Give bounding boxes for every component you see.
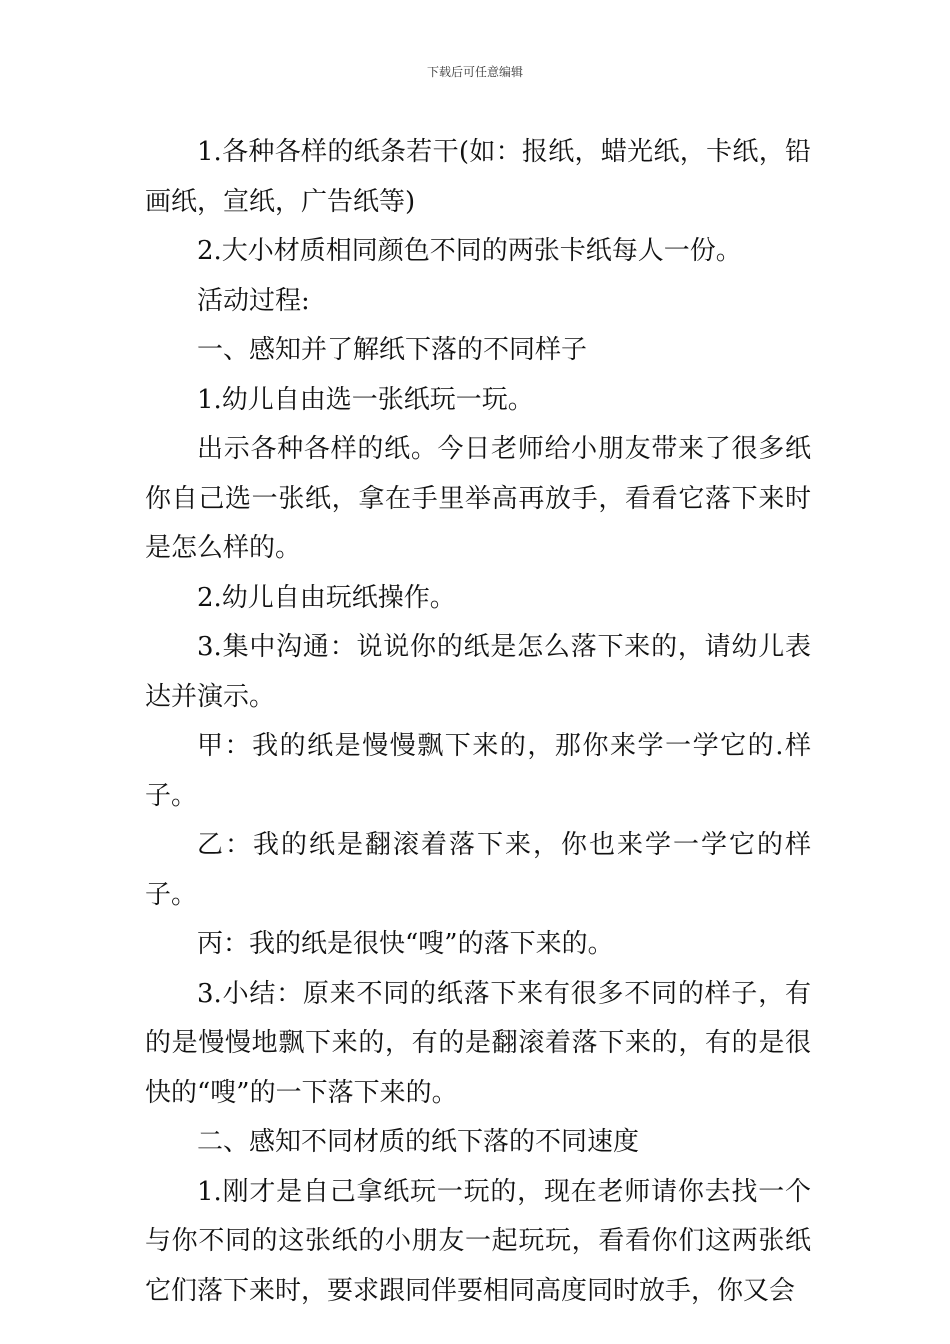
paragraph: 活动过程: <box>197 285 310 316</box>
page-header: 下载后可任意编辑 <box>426 65 523 79</box>
paragraph: 3.集中沟通：说说你的纸是怎么落下来的，请幼儿表达并演示。 <box>145 632 811 712</box>
paragraph: 1.各种各样的纸条若干(如：报纸，蜡光纸，卡纸，铅画纸，宣纸，广告纸等) <box>145 137 811 217</box>
paragraph: 1.刚才是自己拿纸玩一玩的，现在老师请你去找一个与你不同的这张纸的小朋友一起玩玩，看看你们这两张纸它们落下来时，要求跟同伴要相同高度同时放手，你又会 <box>145 1176 811 1306</box>
paragraph: 1.幼儿自由选一张纸玩一玩。 <box>197 384 534 415</box>
section-heading: 一、感知并了解纸下落的不同样子 <box>197 335 588 365</box>
paragraph: 乙：我的纸是翻滚着落下来，你也来学一学它的样子。 <box>145 830 811 910</box>
paragraph: 2.大小材质相同颜色不同的两张卡纸每人一份。 <box>197 236 742 266</box>
paragraph: 3.小结：原来不同的纸落下来有很多不同的样子，有的是慢慢地飘下来的，有的是翻滚着落下来的，有的是很快的“嗖”的一下落下来的。 <box>145 978 811 1108</box>
paragraph: 出示各种各样的纸。今日老师给小朋友带来了很多纸你自己选一张纸，拿在手里举高再放手，看看它落下来时是怎么样的。 <box>145 434 811 563</box>
paragraph: 2.幼儿自由玩纸操作。 <box>197 582 456 613</box>
section-heading: 二、感知不同材质的纸下落的不同速度 <box>197 1127 640 1157</box>
paragraph: 丙：我的纸是很快“嗖”的落下来的。 <box>197 929 614 959</box>
document-body <box>145 128 811 1316</box>
paragraph: 甲：我的纸是慢慢飘下来的，那你来学一学它的.样子。 <box>145 731 811 811</box>
